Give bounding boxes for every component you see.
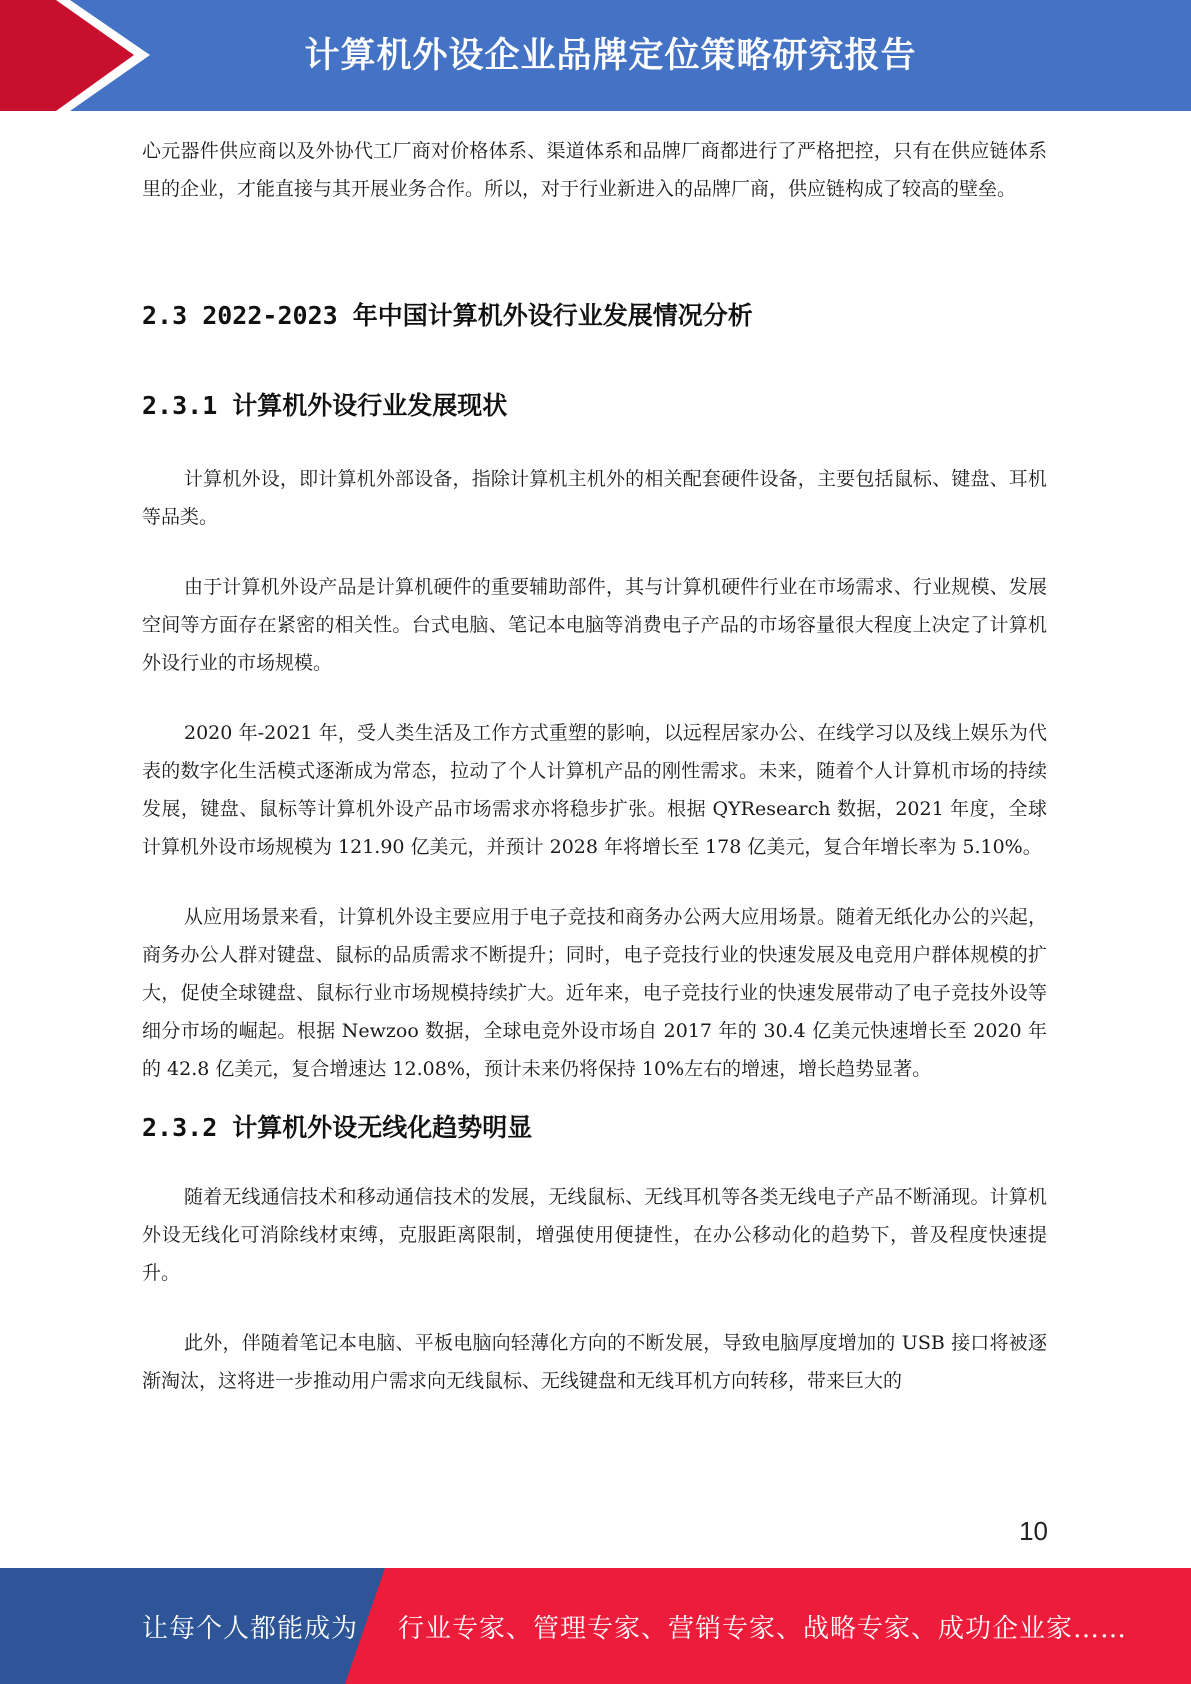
- section-2-3-2-heading: 2.3.2 计算机外设无线化趋势明显: [142, 1113, 533, 1142]
- footer-slogan-right: 行业专家、管理专家、营销专家、战略专家、成功企业家……: [398, 1613, 1128, 1644]
- paragraph: 2020 年-2021 年，受人类生活及工作方式重塑的影响，以远程居家办公、在线学习以及线上娱乐为代表的数字化生活模式逐渐成为常态，拉动了个人计算机产品的刚性需求。未来，随着个人计算机市场的持续发展，键盘、鼠标等计算机外设产品市场需求亦将稳步扩张。根据 QYResearch 数据，2021 年度，全球计算机外设市场规模为 121.90 亿美元，并预计 2028 年将增长至 178 亿美元，复合年增长率为 5.10%。: [142, 722, 1047, 858]
- intro-paragraph: 心元器件供应商以及外协代工厂商对价格体系、渠道体系和品牌厂商都进行了严格把控，只有在供应链体系里的企业，才能直接与其开展业务合作。所以，对于行业新进入的品牌厂商，供应链构成了较高的壁垒。: [142, 140, 1047, 200]
- paragraph: 由于计算机外设产品是计算机硬件的重要辅助部件，其与计算机硬件行业在市场需求、行业规模、发展空间等方面存在紧密的相关性。台式电脑、笔记本电脑等消费电子产品的市场容量很大程度上决定了计算机外设行业的市场规模。: [142, 576, 1047, 674]
- report-title: 计算机外设企业品牌定位策略研究报告: [304, 36, 917, 76]
- section-2-3-heading: 2.3 2022-2023 年中国计算机外设行业发展情况分析: [142, 301, 753, 330]
- page-footer: [0, 1568, 1191, 1684]
- page-body: [142, 132, 1047, 1400]
- paragraph: 此外，伴随着笔记本电脑、平板电脑向轻薄化方向的不断发展，导致电脑厚度增加的 USB 接口将被逐渐淘汰，这将进一步推动用户需求向无线鼠标、无线键盘和无线耳机方向转移，带来巨大的: [142, 1332, 1047, 1392]
- page-header: [0, 0, 1191, 111]
- paragraph: 随着无线通信技术和移动通信技术的发展，无线鼠标、无线耳机等各类无线电子产品不断涌现。计算机外设无线化可消除线材束缚，克服距离限制，增强使用便捷性，在办公移动化的趋势下，普及程度快速提升。: [142, 1186, 1047, 1284]
- footer-slogan-left: 让每个人都能成为: [142, 1613, 359, 1644]
- page-number: 10: [1019, 1516, 1048, 1546]
- section-2-3-1-heading: 2.3.1 计算机外设行业发展现状: [142, 391, 508, 420]
- paragraph: 计算机外设，即计算机外部设备，指除计算机主机外的相关配套硬件设备，主要包括鼠标、键盘、耳机等品类。: [142, 468, 1047, 528]
- paragraph: 从应用场景来看，计算机外设主要应用于电子竞技和商务办公两大应用场景。随着无纸化办公的兴起，商务办公人群对键盘、鼠标的品质需求不断提升；同时，电子竞技行业的快速发展及电竞用户群体规模的扩大，促使全球键盘、鼠标行业市场规模持续扩大。近年来，电子竞技行业的快速发展带动了电子竞技外设等细分市场的崛起。根据 Newzoo 数据，全球电竞外设市场自 2017 年的 30.4 亿美元快速增长至 2020 年的 42.8 亿美元，复合增速达 12.08%，预计未来仍将保持 10%左右的增速，增长趋势显著。: [142, 906, 1047, 1080]
